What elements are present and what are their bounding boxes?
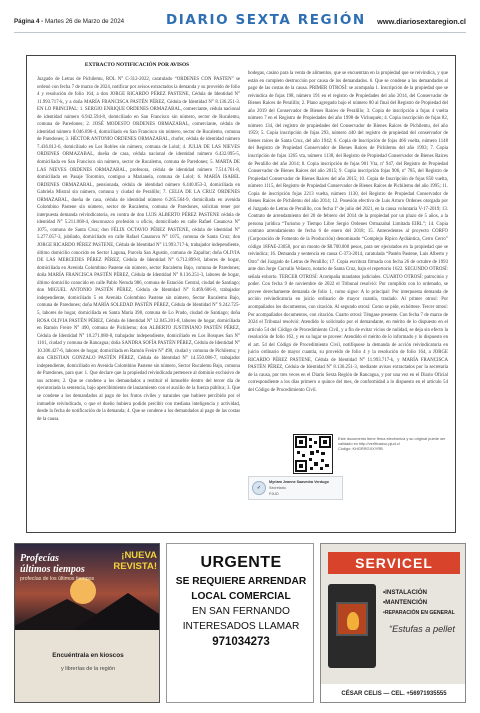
signer-court: PJUD [269, 492, 279, 496]
rental-headline: URGENTE [200, 554, 282, 571]
rental-line-1: SE REQUIERE ARRENDAR [175, 576, 307, 587]
qr-code [293, 434, 333, 474]
rental-line-2: LOCAL COMERCIAL [191, 591, 291, 602]
verification-code: Código: KHGRRGXXYRB [338, 446, 383, 452]
site-url[interactable]: www.diariosextaregion.cl [377, 17, 466, 26]
service-item: •REPARACIÓN EN GENERAL [383, 610, 455, 616]
notice-column-left: Juzgado de Letras de Pichilemu, ROL N° C-312-2022, caratulado “ORDENES CON PASTÉN” se ordenó con fecha 7 de marzo de 2024, notificar por avisos extractados la demanda y su proveído de folio 4 y resolución de folio 164, a don JORGE RICARDO PÉREZ PASTENE, Cédula de Identidad N° 11.993.717-k, y a doña MARÍA FRANCISCA PASTÉN PÉREZ, Cédula de Identidad N° 8.136.251-3. EN LO PRINCIPAL: 1. SERGIO ENRIQUE ORDENES ORMAZABAL, comerciante, cédula nacional de identidad número 6.942.594-8, domiciliado en San Francisco sin número, sector de Rucalemu, comuna de Paredones; 2. JOSÉ MODESTO ORDENES ORMAZABAL, comerciante, cédula de identidad número 8.046.696-4, domiciliado en San Francisco sin número, sector de Rucalemu, comuna de Paredones; 3. HÉCTOR ANTONIO ORDENES ORMAZABAL, chofer, cédula de identidad número 7.436.812-6, domiciliado en Los Robles sin número, comuna de Lolol; 4. JULIA DE LAS NIEVES ORDENES ORMAZABAL, dueña de casa, cédula nacional de identidad número 6.432.095-5, domiciliada en San Francisco sin número, sector de Rucalemu, comuna de Paredones; 5. MARTA DE LAS NIEVES ORDENES ORMAZABAL, profesora, cédula de identidad número 7.514.761-8, domiciliada en Pasaje Toromiro, contiguo a Marianela, comuna de Lolol; 6. MARÍA ISABEL ORDENES ORMAZABAL, pensionada, cédula de identidad número 6.440.053-3, domiciliada en Gabriela Mistral sin número, comuna y ciudad de Peralillo; 7. CELIA DE LA CRUZ ORDENES ORMAZABAL, dueña de casa, cédula de identidad número 6.265.564-9, domiciliada en avenida Colombino Pastene sin número, sector de Rucalemu, comuna de Paredones, solicitan tener por interpuesta demanda reivindicatoria, en contra de don LUIS ALBERTO PÉREZ PASTENE cédula de identidad N° 5.211.068-4, desconozco profesión u oficio, domiciliado en calle Rafael Casanova N° 1075, comuna de Santa Cruz; don FÉLIX OCTAVIO PÉREZ PASTENE, cédula de identidad N° 5.277.057-3, jubilado, domiciliado en calle Rafael Casanova N° 1075, comuna de Santa Cruz; don JORGE RICARDO PÉREZ PASTENE, Cédula de Identidad N° 11.993.717-k, trabajador independiente, último domicilio conocido en Sector Laguna, Parcela San Agustín, comuna de Zapallar; doña OLIVIA DE LAS MERCEDES PÉREZ PÉREZ, Cédula de Identidad N° 6.712.899-8, labores de hogar, domiciliada en Avenida Colombino Pastene sin número, sector Rucalemu Bajo, comuna de Paredones; doña MARÍA FRANCISCA PASTÉN PÉREZ, Cédula de Identidad N° 8.136.251-3, labores de hogar, último domicilio conocido en calle Pablo Neruda 986, comuna de Estación Central, ciudad de Santiago; don MIGUEL ANTONIO PASTÉN PÉREZ, Cédula de Identidad N° 8.469.606-8, trabajador independiente, domiciliado 5 en Avenida Colombino Pastene sin número, Sector Rucalemu Bajo, comuna de Paredones; doña MARÍA SOLEDAD PASTÉN PÉREZ, Cédula de Identidad N° 9.242.725-5, labores de hogar, domiciliada en Santa María 398, comuna de Lo Prado, ciudad de Santiago; doña ROSA OLIVIA PASTÉN PÉREZ, Cédula de Identidad N° 12.045.201-8, labores de hogar, domiciliada en Ramón Freire N° 490, comuna de Pichilemu; don ALBERTO JUSTINIANO PASTÉN PÉREZ, Cédula de Identidad N° 10.271.080-8, trabajador independiente, domiciliado en Los Bosques San N° 1161, ciudad y comuna de Rancagua; doña SANDRA SOFÍA PASTÉN PÉREZ, Cédula de Identidad N° 10.306.427-6, labores de hogar, domiciliada en Ramón Freire N° 490, ciudad y comuna de Pichilemu; y don CRISTIAN GONZALO PASTÉN PÉREZ, Cédula de Identidad N° 14.550.086-7, trabajador independiente, domiciliado en Avenida Colombino Pastene sin número, Sector Rucalemu Bajo, comuna de Paredones, para que: 1. Que declare que la propiedad reivindicada pertenece al dominio exclusivo de sus actores; 2. Que se condene a los demandados a restituir el inmueble dentro del tercer día de ejecutoriada la sentencia, bajo apercibimiento de lanzamiento con el auxilio de la fuerza pública; 3. Que se condene a los demandados al pago de los frutos civiles y naturales que hubiere percibido por el inmueble reivindicado, o que el dueño hubiera podido percibir con mediana inteligencia y actividad, desde la fecha de notificación de la demanda; 4. Que se condene a los demandados al pago de las costas de la causa. [37, 77, 240, 422]
signature-seal-icon: ✓ [252, 481, 266, 495]
ad-servicel[interactable] [320, 543, 466, 703]
page-label: Página 4 - [14, 18, 44, 25]
servicel-services [383, 588, 463, 618]
sunset-image [15, 544, 160, 630]
masthead: DIARIO SEXTA REGIÓN [166, 12, 366, 28]
rental-line-4: INTERESADOS LLAMAR [182, 621, 300, 632]
qr-code-icon [294, 435, 332, 473]
magazine-title-line1: Profecías [20, 553, 59, 564]
magazine-title [20, 553, 85, 575]
issue-date: Martes 26 de Marzo de 2024 [44, 18, 125, 25]
servicel-contact[interactable]: CÉSAR CELIS — CEL. +56971935555 [321, 684, 466, 703]
magazine-line-1: Encuéntrala en kioscos [52, 652, 124, 659]
ad-magazine[interactable] [14, 543, 160, 703]
magazine-line-2: y librerías de la región [60, 666, 116, 672]
magazine-info-band [15, 630, 160, 703]
new-magazine-banner: ¡NUEVA REVISTA! [113, 550, 157, 572]
signer-name: Myriam Jeanne Saavedra Verdugo [269, 480, 329, 484]
magazine-title-line2: últimos tiempos [20, 564, 85, 575]
mountain-shape-2 [73, 593, 160, 630]
stove-window [336, 602, 368, 636]
rental-phone[interactable]: 971034273 [212, 636, 270, 648]
ad-rental[interactable] [166, 543, 314, 703]
service-item: •INSTALACIÓN [383, 589, 427, 596]
electronic-signature [248, 476, 343, 500]
notice-column-right: bodegas, casino para la venta de alimentos, que se encuentran en la propiedad que se reivindica, y que están en completo destrucción por causa de los demandados. 6. Que se condene a los demandados al pago de las costas de la causa. PRIMER OTROSÍ: se acompaña 1. Inscripción de la propiedad que se reivindica de fojas 198, número 191 en el registro de Propiedades del año 2014, del Conservador de Bienes Raíces de Peralillo; 2. Plano agregado bajo el número 80 al final del Registro de Propiedad del año 2019 del Conservador de Bienes Raíces de Peralillo; 3. Copia de inscripción a fojas 4 vuelta número 7 en el Registro de Propiedades del año 1998 de Vichuquén; 4. Copia inscripción de fojas 82, número 134, del registro de propiedades del Conservador de Bienes Raíces de Pichilemu, del año 1959; 5. Copia inscripción de fojas 293, número 440 del registro de propiedad del conservador de bienes raíces de Santa Cruz, del año 1942; 6. Copia de Inscripción de fojas 466 vuelta, número 1148 del Registro de Propiedad Conservador de Bienes Raíces de Pichilemu del año 1993; 7. Copia inscripción de fojas 1265 vta, número 1138, del Registro de Propiedad Conservador de Bienes Raíces de Peralillo del año 2014; 8. Copia inscripción de fojas 901 Vta, nº 947, del Registro de Propiedad Conservador de Bienes Raíces del año 2015; 9. Copia inscripción fojas 906, nº 785, del Registro de Propiedad Conservador de Bienes Raíces del año 2015; 10. Copia de Inscripción de fojas 850 vuelta, número 1115, del Registro de Propiedad Conservador de Bienes Raíces de Pichilemu del año 1995; 11. Copia de inscripción fojas 2213 vuelta, número 1130, del Registro de Propiedad Conservador de Bienes Raíces de Pichilemu del año 2014; 12. Posesión efectiva de Luis Arturo Ordenes otorgada por el Juzgado de Letras de Peralillo, con fecha 1º de julio del 2021, en la causa voluntaria V-17-2019; 13. Contrato de arrendamiento del 20 de febrero del 2014 de la propiedad por un plazo de 5 años, a la persona jurídica “Turismo y Tiempo Libre Sergio Ordenes Ormazabal Limitada EIRL”; 14. Copia contrato arrendamiento de fecha 6 de enero del 2018; 15. Antecedentes al proyecto CORFO (Corporación de Fomento de la Producción) denominado “Complejo Rípico Aydiántica, Cerro Cerro” código 18FAE-23058, por un monto de $8.700.000 pesos, para ser ejecutados en la propiedad que se reivindica; 16. Demanda y sentencia en causa C-373-2014, caratulada “Pastén Pastene, Luis Alberto y Otro” del Juzgado de Letras de Peralillo; 17. Copia escritura firmada con fecha 26 de octubre de 1993 ante don Jorge Carvallo Velasco, notario de Santa Cruz, bajo el repertorio 1622. SEGUNDO OTROSÍ: señala exhorto. TERCER OTROSÍ: Acompaña mandatos judiciales. CUARTO OTROSÍ: patrocinio y poder. Con fecha 9 de noviembre de 2022 el Tribunal resolvió: Por cumplido con lo ordenado, se provee derechamente demanda de folio 1, como sigue: A lo principal: Por interpuesta demanda de acción reivindicatoria en juicio ordinario de mayor cuantía, traslado. Al primer otrosí: Por acompañados los documentos, con citación. Al segundo otrosí: Como se pide, exhórtese. Tercer otrosí: Por acompañados documentos, con citación. Cuarto otrosí: Téngase presente. Con fecha 7 de marzo de 2024 el Tribunal resolvió: Atendido lo solicitado por el demandante, en mérito de lo dispuesto en el artículo 54 del Código de Procedimiento Civil, y a fin de evitar vicios de nulidad, se deja sin efecto la resolución de folio 162, y en su lugar se provee: Atendido el mérito de lo informado y lo dispuesto en el art. 54 del Código de Procedimiento Civil, notifíquese la demanda de acción reivindicatoria en juicio ordinario de mayor cuantía, su proveído de folio 4 y la resolución de folio 164, a JORGE RICARDO PÉREZ PASTENE, Cédula de Identidad N° 11.993.717-k, y MARÍA FRANCISCA PASTÉN PÉREZ, Cédula de Identidad N° 8.136.251-3, mediante avisos extractados por la secretaría de la causa, por tres veces en el Diario Sexta Región de Rancagua, y por una vez en el Diario Oficial correspondiente a los días primero o quince del mes, de conformidad a lo dispuesto en el artículo 54 del Código de Procedimiento Civil. [248, 71, 448, 393]
legal-notice-box [26, 55, 456, 533]
service-item: •MANTENCIÓN [383, 599, 428, 606]
magazine-subtitle: profecías de los últimos tiempos [20, 576, 95, 582]
page-header [14, 8, 466, 30]
rental-line-3: EN SAN FERNANDO [192, 606, 290, 617]
servicel-brand: SERVICEL [328, 552, 460, 574]
signer-role: Secretario [269, 486, 286, 490]
notice-title: EXTRACTO NOTIFICACIÓN POR AVISOS [84, 62, 190, 68]
header-divider [14, 32, 466, 33]
stove-icon [328, 584, 376, 668]
flame-icon [347, 612, 359, 630]
verification-text: Este documento tiene firma electrónica y su original puede ser validado en http://verificadoc.pjud.cl [338, 436, 446, 447]
servicel-tagline: “Estufas a pellet [389, 624, 455, 634]
verification-note [338, 436, 448, 452]
page-number-date [14, 18, 124, 25]
